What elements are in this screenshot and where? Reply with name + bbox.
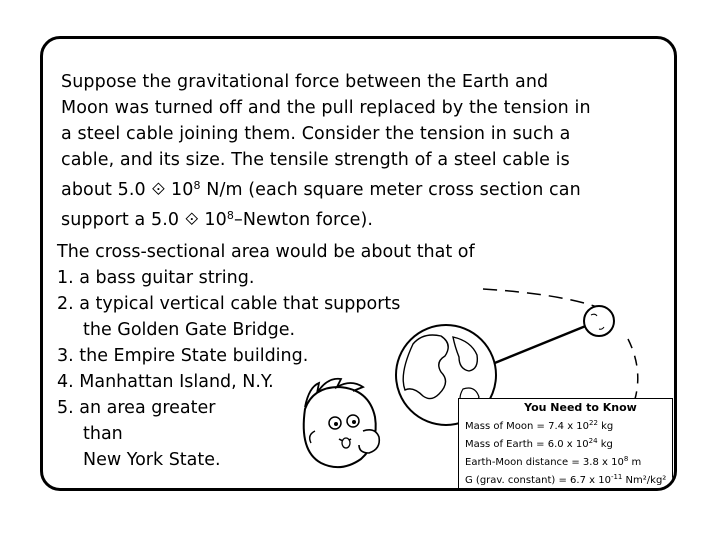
- orbit-arc-right: [628, 339, 638, 399]
- option-5[interactable]: 5. an area greater than New York State.: [57, 398, 221, 470]
- intro-line-1: Suppose the gravitational force between the Earth and: [61, 72, 549, 92]
- option-4[interactable]: 4. Manhattan Island, N.Y.: [57, 372, 274, 392]
- grav-constant: G (grav. constant) = 6.7 x $10^{-11}$ Nm²/kg²: [465, 473, 667, 486]
- orbit-arc-upper: [483, 289, 603, 309]
- mass-of-moon: Mass of Moon = 7.4 x $10^{22}$ kg: [465, 419, 614, 432]
- times-symbol: ⟐: [184, 210, 199, 230]
- intro-line-2: Moon was turned off and the pull replaced by the tension in: [61, 98, 591, 118]
- slide-card: [40, 36, 677, 491]
- earth-moon-distance: Earth-Moon distance = 3.8 x $10^8$ m: [465, 455, 642, 468]
- option-3[interactable]: 3. the Empire State building.: [57, 346, 309, 366]
- info-box-title: You Need to Know: [524, 401, 637, 414]
- question-heading: The cross-sectional area would be about that of: [57, 242, 475, 262]
- intro-line-3: a steel cable joining them. Consider the tension in such a: [61, 124, 571, 144]
- times-symbol: ⟐: [151, 180, 166, 200]
- you-need-to-know-box: [458, 398, 673, 490]
- moon-icon: [584, 306, 614, 336]
- thinking-person-icon: [304, 379, 380, 467]
- mass-of-earth: Mass of Earth = 6.0 x $10^{24}$ kg: [465, 437, 613, 450]
- option-1[interactable]: 1. a bass guitar string.: [57, 268, 255, 288]
- intro-line-4: cable, and its size. The tensile strength of a steel cable is: [61, 150, 570, 170]
- intro-line-6: support a 5.0 ⟐ $10^8$–Newton force).: [61, 209, 374, 230]
- intro-line-5: about 5.0 ⟐ $10^8$ N/m (each square meter cross section can: [61, 179, 581, 200]
- option-2[interactable]: 2. a typical vertical cable that supports the Golden Gate Bridge.: [57, 294, 401, 340]
